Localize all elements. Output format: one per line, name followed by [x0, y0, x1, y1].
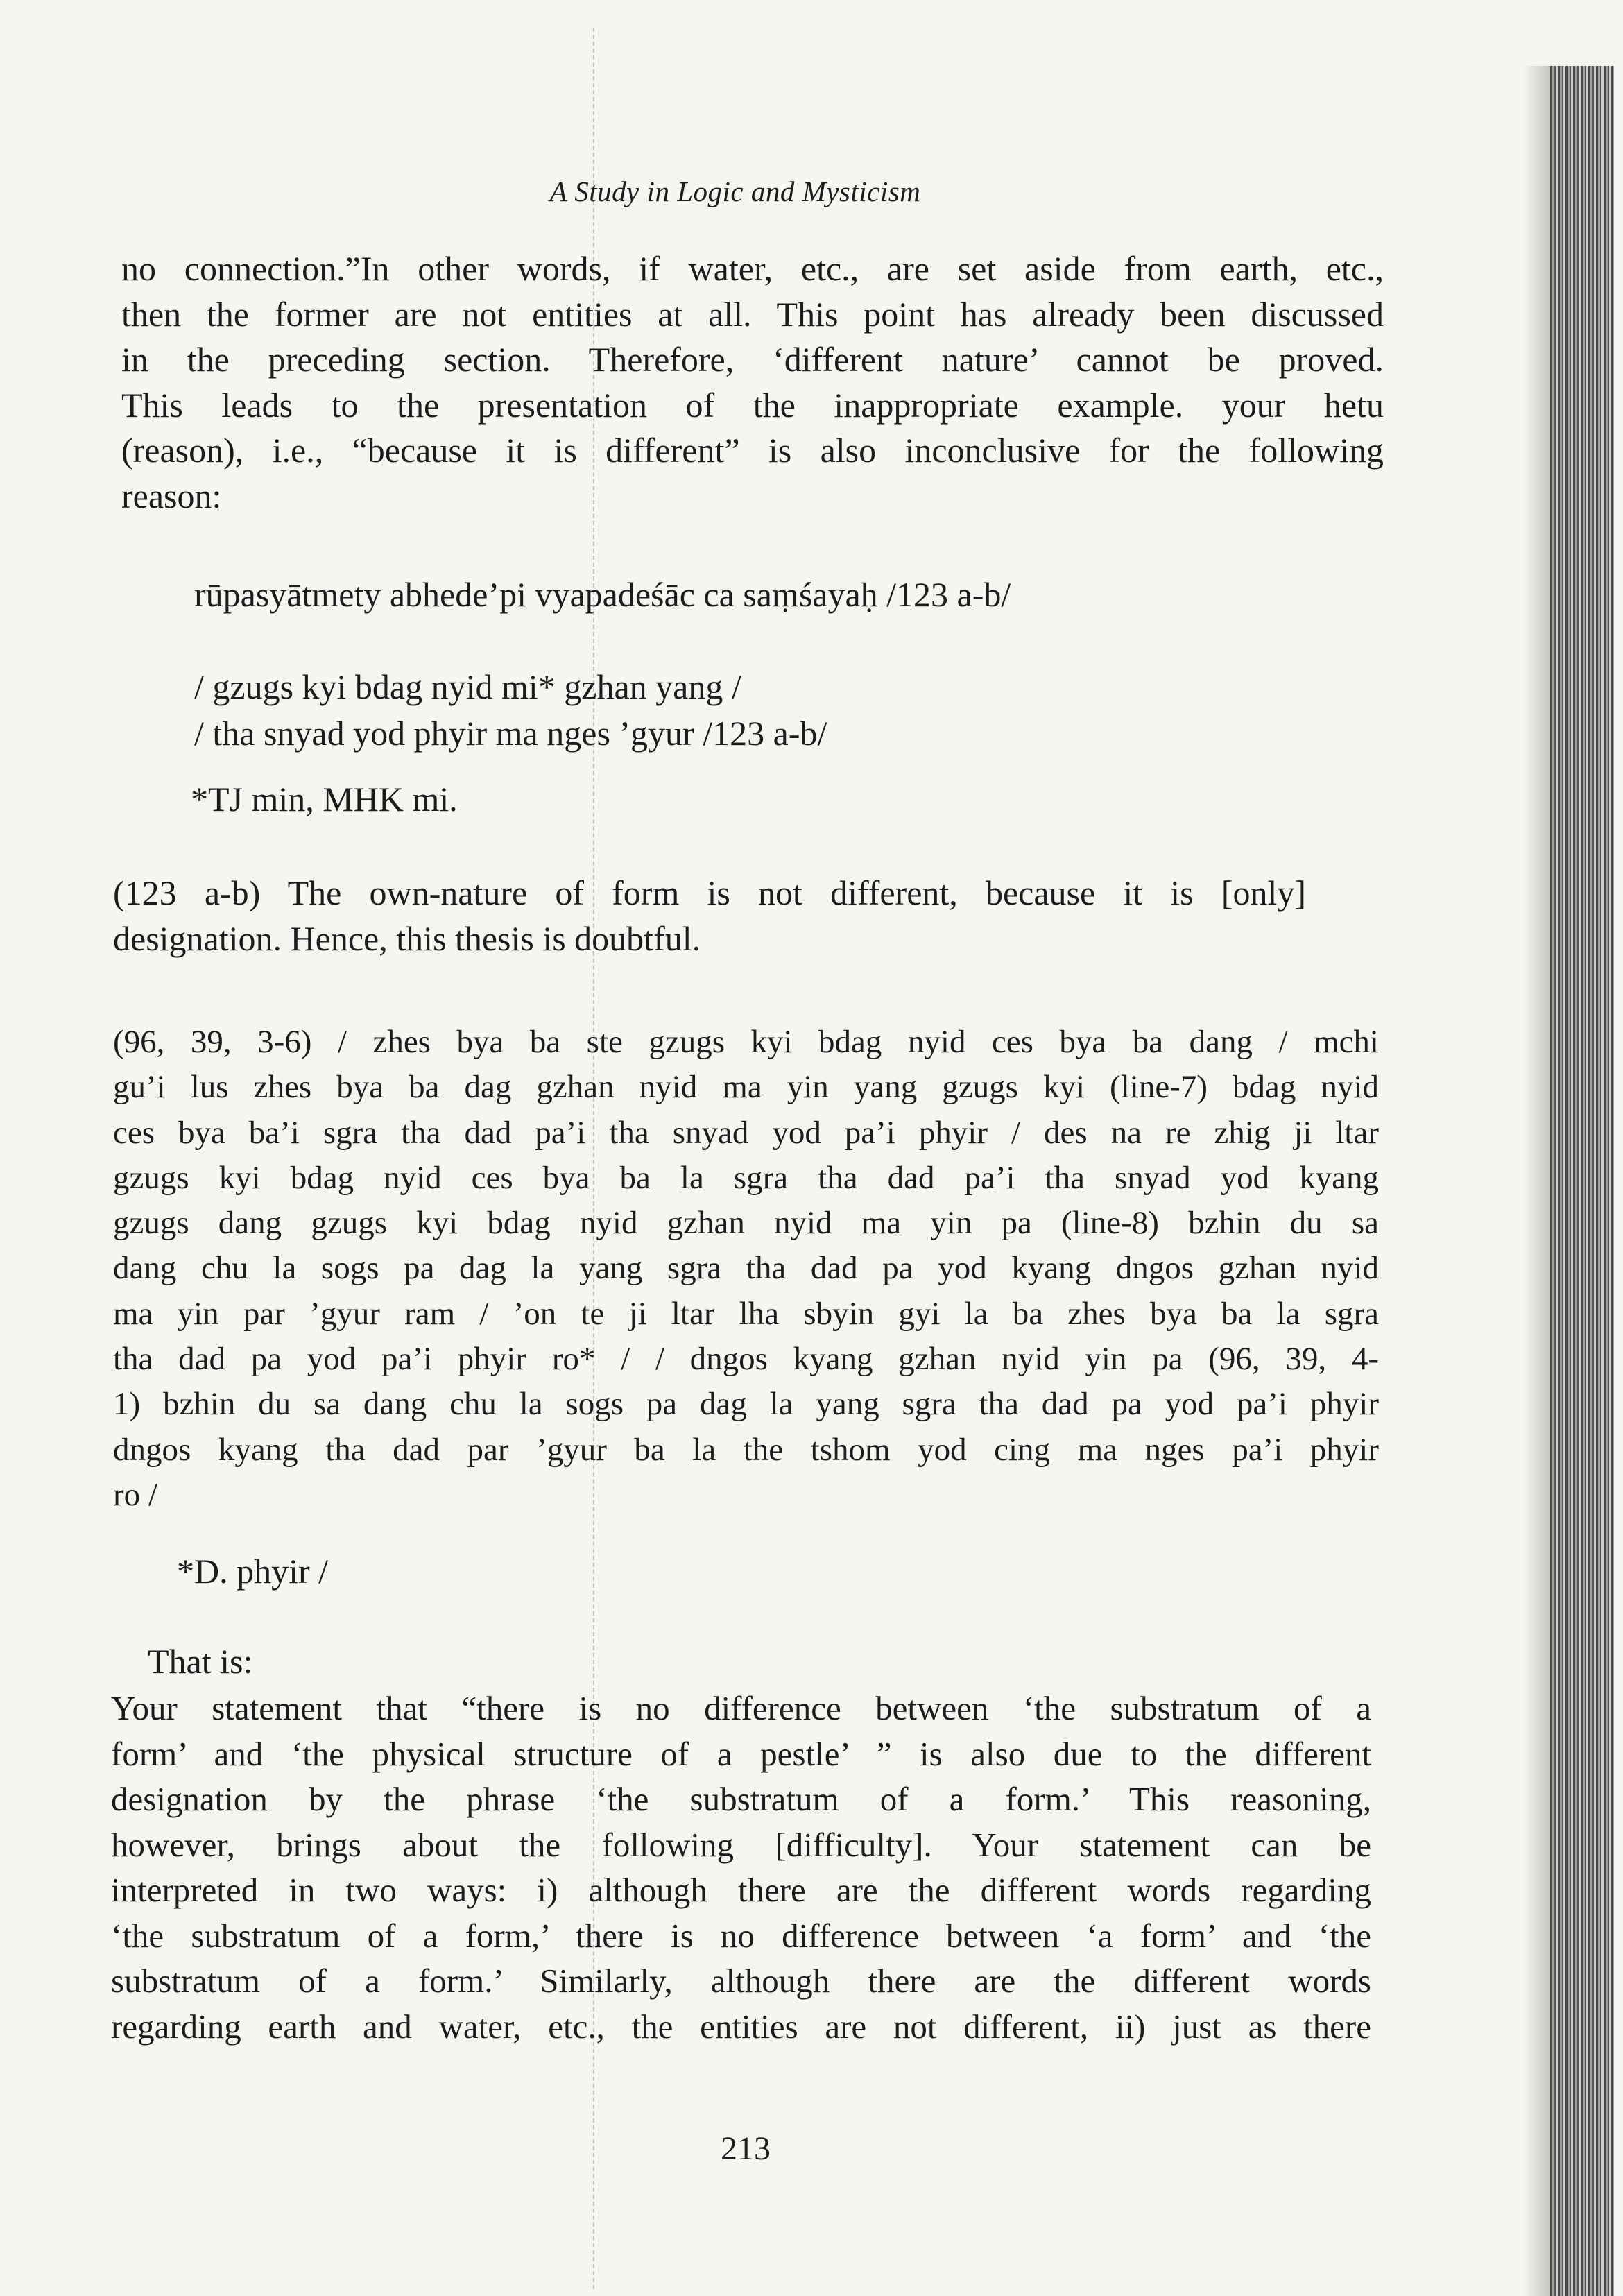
page-number: 213	[721, 2130, 771, 2167]
paragraph-2	[113, 871, 1306, 961]
text-line: designation. Hence, this thesis is doubtful.	[113, 918, 701, 958]
tibetan-verse-line-2: / tha snyad yod phyir ma nges ’gyur /123 a-b/	[194, 714, 827, 753]
text-line: gzugs kyi bdag nyid ces bya ba la sgra tha dad pa’i tha snyad yod kyang	[113, 1159, 1379, 1196]
text-line: 1) bzhin du sa dang chu la sogs pa dag la yang sgra tha dad pa yod pa’i phyir	[113, 1386, 1379, 1423]
text-line: designation by the phrase ‘the substratum of a form.’ This reasoning,	[111, 1780, 1371, 1818]
text-line: interpreted in two ways: i) although there are the different words regarding	[111, 1871, 1371, 1909]
text-line: dngos kyang tha dad par ’gyur ba la the tshom yod cing ma nges pa’i phyir	[113, 1431, 1379, 1468]
text-line: (96, 39, 3-6) / zhes bya ba ste gzugs kyi bdag nyid ces bya ba dang / mchi	[113, 1024, 1379, 1060]
paragraph-3-tibetan-commentary	[113, 1020, 1379, 1518]
text-line: tha dad pa yod pa’i phyir ro* / / dngos kyang gzhan nyid yin pa (96, 39, 4-	[113, 1341, 1379, 1378]
text-line: This leads to the presentation of the inappropriate example. your hetu	[121, 385, 1384, 425]
text-line: ces bya ba’i sgra tha dad pa’i tha snyad yod pa’i phyir / des na re zhig ji ltar	[113, 1114, 1379, 1151]
text-line: ro /	[113, 1476, 157, 1513]
text-line: (reason), i.e., “because it is different” is also inconclusive for the following	[121, 431, 1384, 470]
text-line: substratum of a form.’ Similarly, although there are the different words	[111, 1962, 1371, 2000]
that-is-label: That is:	[148, 1642, 253, 1681]
footnote-2: *D. phyir /	[177, 1552, 329, 1591]
text-line: (123 a-b) The own-nature of form is not different, because it is [only]	[113, 873, 1306, 912]
tibetan-verse-line-1: / gzugs kyi bdag nyid mi* gzhan yang /	[194, 667, 741, 706]
text-line: in the preceding section. Therefore, ‘different nature’ cannot be proved.	[121, 340, 1384, 379]
text-line: gzugs dang gzugs kyi bdag nyid gzhan nyid ma yin pa (line-8) bzhin du sa	[113, 1205, 1379, 1242]
book-spine-edge	[1550, 66, 1614, 2296]
running-head: A Study in Logic and Mysticism	[549, 175, 921, 207]
text-line: ‘the substratum of a form,’ there is no difference between ‘a form’ and ‘the	[111, 1916, 1371, 1955]
spine-shadow	[1522, 66, 1550, 2296]
paragraph-1	[121, 246, 1384, 519]
text-line: however, brings about the following [difficulty]. Your statement can be	[111, 1825, 1371, 1864]
text-line: form’ and ‘the physical structure of a pestle’ ” is also due to the different	[111, 1734, 1371, 1773]
text-line: dang chu la sogs pa dag la yang sgra tha dad pa yod kyang dngos gzhan nyid	[113, 1250, 1379, 1287]
paragraph-4	[111, 1686, 1371, 2049]
sanskrit-verse: rūpasyātmety abhede’pi vyapadeśāc ca saṃśayaḥ /123 a-b/	[194, 575, 1011, 614]
footnote-1: *TJ min, MHK mi.	[191, 780, 458, 819]
text-line: reason:	[121, 476, 222, 515]
text-line: ma yin par ’gyur ram / ’on te ji ltar lha sbyin gyi la ba zhes bya ba la sgra	[113, 1295, 1379, 1332]
text-line: regarding earth and water, etc., the entities are not different, ii) just as there	[111, 2007, 1371, 2046]
text-line: then the former are not entities at all. This point has already been discussed	[121, 294, 1384, 334]
text-line: no connection.”In other words, if water, etc., are set aside from earth, etc.,	[121, 249, 1384, 288]
text-line: Your statement that “there is no difference between ‘the substratum of a	[111, 1689, 1371, 1727]
text-line: gu’i lus zhes bya ba dag gzhan nyid ma yin yang gzugs kyi (line-7) bdag nyid	[113, 1069, 1379, 1106]
